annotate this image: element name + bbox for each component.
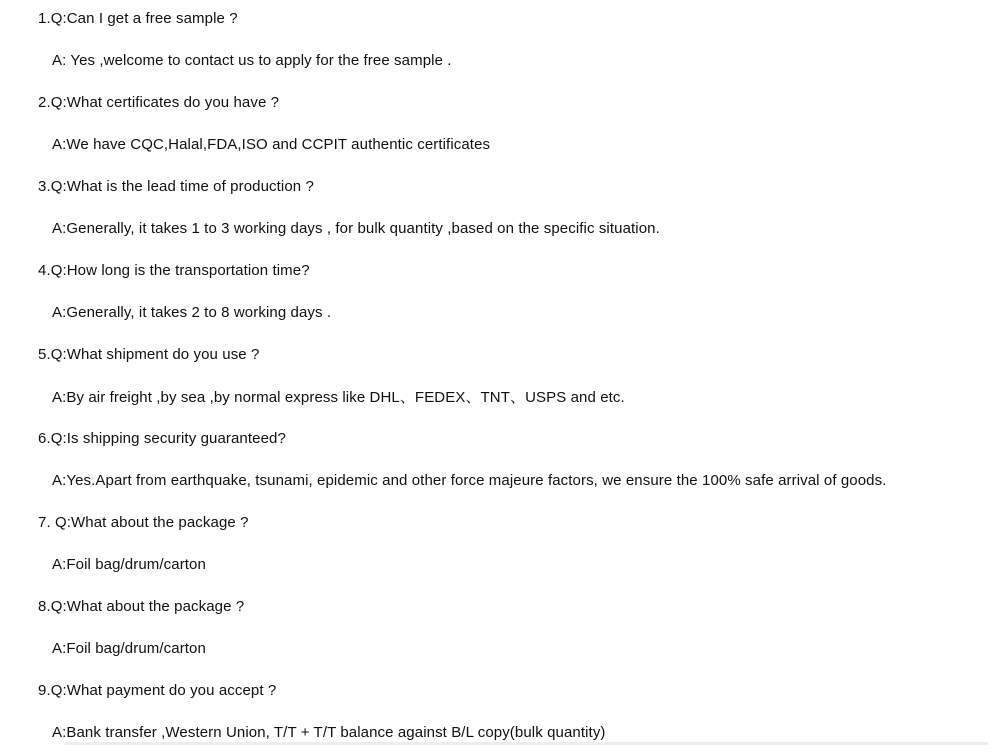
faq-answer: A:Foil bag/drum/carton — [52, 555, 206, 573]
faq-item — [0, 81, 1000, 165]
faq-question: 6.Q:Is shipping security guaranteed? — [38, 429, 286, 447]
faq-answer: A:We have CQC,Halal,FDA,ISO and CCPIT authentic certificates — [52, 135, 491, 153]
faq-item — [0, 165, 1000, 249]
faq-question: 3.Q:What is the lead time of production ? — [38, 177, 314, 195]
faq-question: 5.Q:What shipment do you use ? — [38, 345, 260, 363]
faq-answer: A:Bank transfer ,Western Union, T/T + T/T balance against B/L copy(bulk quantity) — [52, 723, 606, 741]
faq-question: 9.Q:What payment do you accept ? — [38, 681, 277, 699]
faq-question: 4.Q:How long is the transportation time? — [38, 261, 310, 279]
faq-question: 2.Q:What certificates do you have ? — [38, 93, 280, 111]
faq-answer: A:Yes.Apart from earthquake, tsunami, epidemic and other force majeure factors, we ensure the 100% safe arrival of goods. — [52, 471, 887, 489]
faq-item — [0, 333, 1000, 417]
faq-question: 7. Q:What about the package ? — [38, 513, 249, 531]
faq-item — [0, 0, 1000, 81]
faq-item — [0, 501, 1000, 585]
faq-question: 8.Q:What about the package ? — [38, 597, 245, 615]
faq-item — [0, 585, 1000, 669]
faq-answer: A:By air freight ,by sea ,by normal express like DHL、FEDEX、TNT、USPS and etc. — [52, 388, 625, 406]
faq-answer: A:Generally, it takes 2 to 8 working days . — [52, 303, 332, 321]
faq-question: 1.Q:Can I get a free sample ? — [38, 9, 238, 27]
faq-answer: A:Generally, it takes 1 to 3 working days , for bulk quantity ,based on the specific situation. — [52, 219, 660, 237]
faq-answer: A:Foil bag/drum/carton — [52, 639, 206, 657]
faq-answer: A: Yes ,welcome to contact us to apply for the free sample . — [52, 51, 452, 69]
cutoff-text-fragment — [65, 742, 988, 745]
faq-item — [0, 669, 1000, 753]
faq-item — [0, 417, 1000, 501]
faq-item — [0, 249, 1000, 333]
